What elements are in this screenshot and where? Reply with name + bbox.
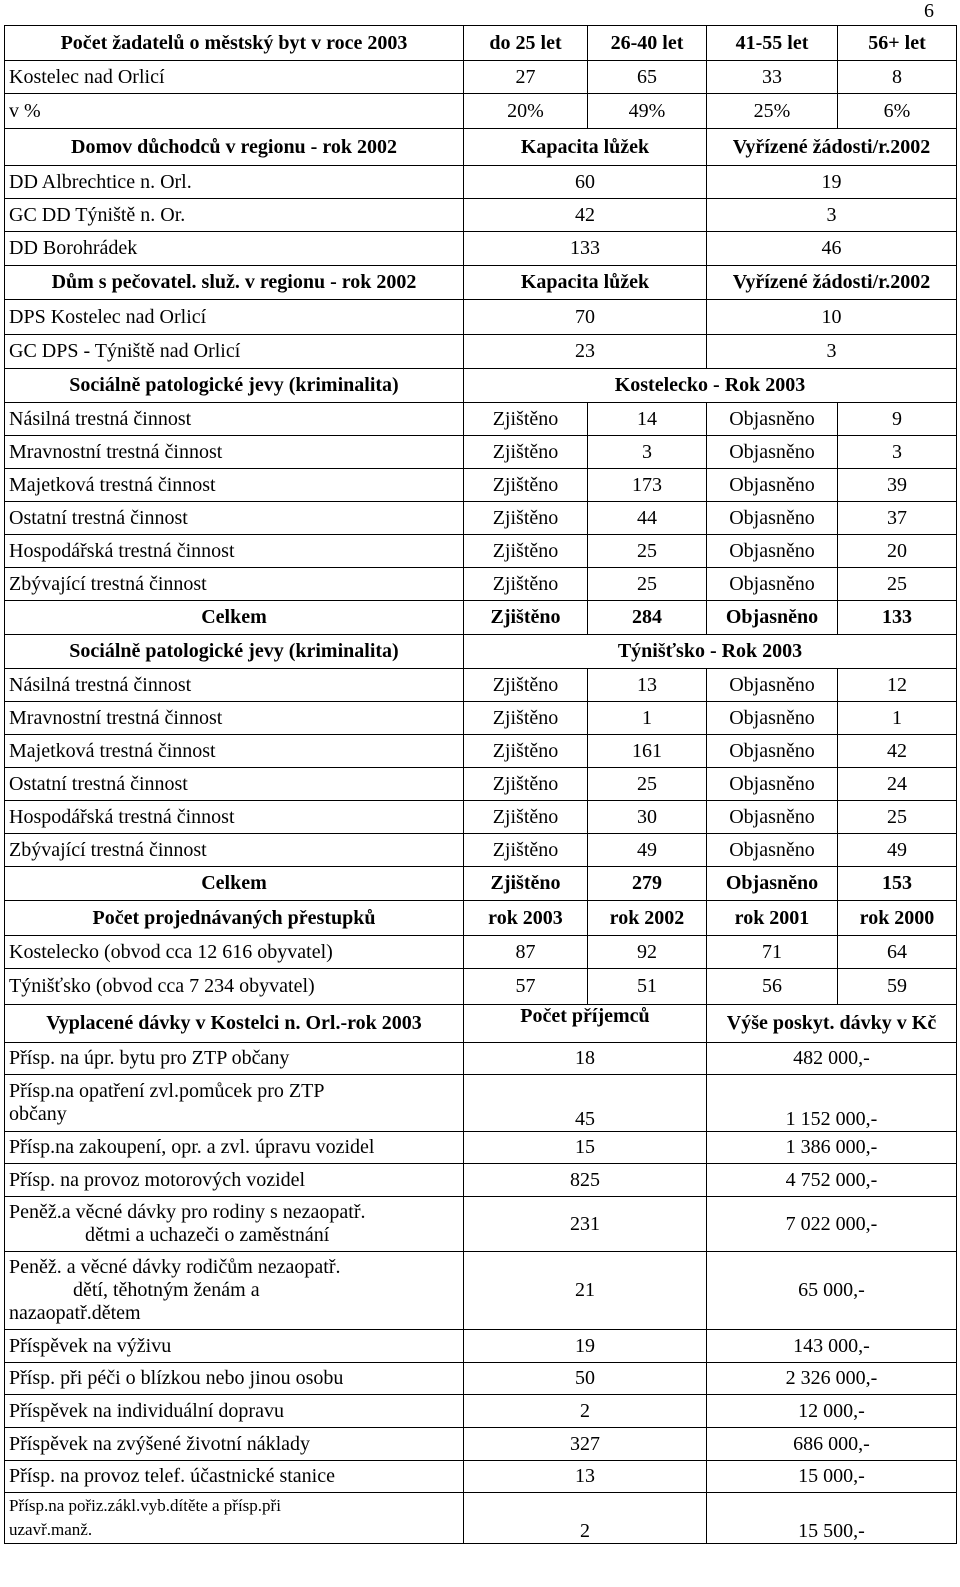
- table-cell: Zjištěno: [464, 768, 588, 801]
- table-cell: 13: [588, 669, 707, 702]
- table-cell: 25: [838, 801, 957, 834]
- benefit-count: 13: [464, 1461, 707, 1493]
- table-cell: Zjištěno: [464, 834, 588, 867]
- statistics-table-body: [5, 26, 957, 1544]
- cell-text-line: občany: [9, 1103, 67, 1125]
- benefit-label: [5, 1330, 464, 1363]
- cell-text-line: Peněž. a věcné dávky rodičům nezaopatř.: [9, 1256, 341, 1278]
- table-row: [5, 568, 957, 601]
- table-cell: 33: [707, 61, 838, 94]
- total-cell: 153: [838, 867, 957, 901]
- cell-text-line: Příspěvek na individuální dopravu: [9, 1399, 284, 1422]
- benefit-count: 327: [464, 1428, 707, 1461]
- table-cell: 60: [464, 166, 707, 199]
- table-cell: 30: [588, 801, 707, 834]
- benefit-label: [5, 1197, 464, 1252]
- table-row: [5, 94, 957, 129]
- column-header: Počet žadatelů o městský byt v roce 2003: [5, 26, 464, 61]
- table-cell: 25%: [707, 94, 838, 129]
- benefit-label: [5, 1428, 464, 1461]
- column-header: Kapacita lůžek: [464, 266, 707, 300]
- table-cell: GC DD Týniště n. Or.: [5, 199, 464, 232]
- benefit-label: [5, 1132, 464, 1164]
- table-row: [5, 199, 957, 232]
- total-row: [5, 867, 957, 901]
- cell-text-line: Přísp. při péči o blízkou nebo jinou osobu: [9, 1367, 344, 1389]
- table-row: [5, 1330, 957, 1363]
- table-row: [5, 1461, 957, 1493]
- table-cell: 9: [838, 403, 957, 436]
- table-cell: 37: [838, 502, 957, 535]
- table-row: [5, 300, 957, 335]
- table-cell: Objasněno: [707, 436, 838, 469]
- table-cell: Zjištěno: [464, 502, 588, 535]
- table-row: [5, 936, 957, 969]
- table-cell: 3: [588, 436, 707, 469]
- total-cell: 133: [838, 601, 957, 635]
- table-cell: 173: [588, 469, 707, 502]
- table-row: [5, 702, 957, 735]
- benefit-count: 50: [464, 1363, 707, 1395]
- table-cell: 49: [838, 834, 957, 867]
- table-cell: 24: [838, 768, 957, 801]
- table-cell: 23: [464, 335, 707, 369]
- table-cell: Zjištěno: [464, 403, 588, 436]
- benefit-amount: 482 000,-: [707, 1043, 957, 1075]
- table-cell: Kostelec nad Orlicí: [5, 61, 464, 94]
- table-row: [5, 735, 957, 768]
- benefit-label: [5, 1043, 464, 1075]
- column-header: 26-40 let: [588, 26, 707, 61]
- column-header: 41-55 let: [707, 26, 838, 61]
- table-cell: DD Borohrádek: [5, 232, 464, 266]
- table-cell: Hospodářská trestná činnost: [5, 801, 464, 834]
- table-cell: 27: [464, 61, 588, 94]
- section-header-row: [5, 26, 957, 61]
- column-header: rok 2000: [838, 901, 957, 936]
- table-cell: 42: [838, 735, 957, 768]
- table-cell: 6%: [838, 94, 957, 129]
- benefit-amount: 143 000,-: [707, 1330, 957, 1363]
- table-row: [5, 1043, 957, 1075]
- table-cell: Násilná trestná činnost: [5, 669, 464, 702]
- table-cell: 10: [707, 300, 957, 335]
- total-cell: Objasněno: [707, 867, 838, 901]
- table-row: [5, 1197, 957, 1252]
- table-row: [5, 669, 957, 702]
- benefit-amount: 15 000,-: [707, 1461, 957, 1493]
- table-row: [5, 1428, 957, 1461]
- table-cell: Mravnostní trestná činnost: [5, 702, 464, 735]
- table-cell: 1: [838, 702, 957, 735]
- cell-text-line: Přísp. na úpr. bytu pro ZTP občany: [9, 1047, 290, 1069]
- benefit-label: [5, 1075, 464, 1132]
- table-cell: 12: [838, 669, 957, 702]
- column-header: rok 2001: [707, 901, 838, 936]
- table-cell: Objasněno: [707, 502, 838, 535]
- table-cell: Majetková trestná činnost: [5, 735, 464, 768]
- table-cell: 46: [707, 232, 957, 266]
- table-row: [5, 166, 957, 199]
- table-cell: Objasněno: [707, 669, 838, 702]
- column-header: Počet příjemců: [464, 1005, 707, 1043]
- table-cell: 14: [588, 403, 707, 436]
- table-row: [5, 502, 957, 535]
- section-header-row: [5, 266, 957, 300]
- table-cell: Majetková trestná činnost: [5, 469, 464, 502]
- table-row: [5, 801, 957, 834]
- cell-text-line: Přísp.na pořiz.zákl.vyb.dítěte a přísp.při: [9, 1496, 281, 1515]
- benefit-amount: 2 326 000,-: [707, 1363, 957, 1395]
- total-cell: Zjištěno: [464, 601, 588, 635]
- total-row: [5, 601, 957, 635]
- section-title: Dům s pečovatel. služ. v regionu - rok 2002: [5, 266, 464, 300]
- table-cell: 25: [838, 568, 957, 601]
- benefit-count: 18: [464, 1043, 707, 1075]
- table-row: [5, 1132, 957, 1164]
- table-cell: Ostatní trestná činnost: [5, 768, 464, 801]
- table-cell: DPS Kostelec nad Orlicí: [5, 300, 464, 335]
- table-cell: 51: [588, 969, 707, 1005]
- table-cell: Zjištěno: [464, 568, 588, 601]
- table-cell: Objasněno: [707, 535, 838, 568]
- table-row: [5, 768, 957, 801]
- table-cell: Mravnostní trestná činnost: [5, 436, 464, 469]
- table-row: [5, 1075, 957, 1132]
- benefit-label: [5, 1363, 464, 1395]
- cell-text-line: Příspěvek na zvýšené životní náklady: [9, 1432, 311, 1455]
- benefit-count: 231: [464, 1197, 707, 1252]
- table-row: [5, 1363, 957, 1395]
- cell-text-line: dětmi a uchazeči o zaměstnání: [85, 1224, 330, 1246]
- table-cell: Objasněno: [707, 801, 838, 834]
- cell-text-line: uzavř.manž.: [9, 1520, 93, 1539]
- table-cell: DD Albrechtice n. Orl.: [5, 166, 464, 199]
- table-cell: 42: [464, 199, 707, 232]
- benefit-amount: 1 152 000,-: [707, 1075, 957, 1132]
- table-cell: 71: [707, 936, 838, 969]
- table-cell: Ostatní trestná činnost: [5, 502, 464, 535]
- table-cell: Zjištěno: [464, 469, 588, 502]
- table-cell: 8: [838, 61, 957, 94]
- table-cell: 49%: [588, 94, 707, 129]
- benefit-count: 45: [464, 1075, 707, 1132]
- benefit-amount: 686 000,-: [707, 1428, 957, 1461]
- benefit-label: [5, 1493, 464, 1544]
- total-cell: Celkem: [5, 601, 464, 635]
- column-header: Vyřízené žádosti/r.2002: [707, 266, 957, 300]
- table-row: [5, 469, 957, 502]
- cell-text-line: nazaopatř.dětem: [9, 1302, 141, 1324]
- benefit-label: [5, 1164, 464, 1197]
- benefit-amount: 15 500,-: [707, 1493, 957, 1544]
- table-cell: Zjištěno: [464, 735, 588, 768]
- table-row: [5, 1252, 957, 1330]
- table-cell: 49: [588, 834, 707, 867]
- table-row: [5, 535, 957, 568]
- table-cell: 3: [838, 436, 957, 469]
- section-header-row: [5, 369, 957, 403]
- table-cell: 25: [588, 535, 707, 568]
- column-header: Kapacita lůžek: [464, 129, 707, 166]
- table-cell: 3: [707, 335, 957, 369]
- table-cell: 25: [588, 768, 707, 801]
- cell-text-line: Přísp. na provoz motorových vozidel: [9, 1168, 306, 1191]
- table-cell: 56: [707, 969, 838, 1005]
- table-row: [5, 1493, 957, 1544]
- table-cell: Zjištěno: [464, 801, 588, 834]
- table-cell: Týnišťsko (obvod cca 7 234 obyvatel): [5, 969, 464, 1005]
- column-header: do 25 let: [464, 26, 588, 61]
- table-cell: v %: [5, 94, 464, 129]
- table-cell: GC DPS - Týniště nad Orlicí: [5, 335, 464, 369]
- table-cell: Zjištěno: [464, 436, 588, 469]
- cell-text-line: Přísp.na zakoupení, opr. a zvl. úpravu vozidel: [9, 1136, 375, 1158]
- section-title: Sociálně patologické jevy (kriminalita): [5, 635, 464, 669]
- table-cell: Objasněno: [707, 768, 838, 801]
- table-row: [5, 436, 957, 469]
- benefit-amount: 7 022 000,-: [707, 1197, 957, 1252]
- benefit-count: 21: [464, 1252, 707, 1330]
- benefit-label: [5, 1461, 464, 1493]
- table-cell: 70: [464, 300, 707, 335]
- table-cell: Objasněno: [707, 568, 838, 601]
- table-row: [5, 232, 957, 266]
- section-header-row: [5, 129, 957, 166]
- column-header: Výše poskyt. dávky v Kč: [707, 1005, 957, 1043]
- table-cell: 20: [838, 535, 957, 568]
- section-header-row: [5, 635, 957, 669]
- benefit-amount: 65 000,-: [707, 1252, 957, 1330]
- total-cell: Zjištěno: [464, 867, 588, 901]
- table-cell: 39: [838, 469, 957, 502]
- table-cell: Zjištěno: [464, 535, 588, 568]
- table-cell: 20%: [464, 94, 588, 129]
- column-header: rok 2002: [588, 901, 707, 936]
- section-subtitle: Týnišťsko - Rok 2003: [464, 635, 957, 669]
- benefit-amount: 1 386 000,-: [707, 1132, 957, 1164]
- page-number: 6: [924, 0, 934, 22]
- total-cell: 279: [588, 867, 707, 901]
- cell-text-line: Přísp. na provoz telef. účastnické stanice: [9, 1465, 335, 1487]
- table-cell: 57: [464, 969, 588, 1005]
- benefit-amount: 4 752 000,-: [707, 1164, 957, 1197]
- table-row: [5, 1395, 957, 1428]
- table-cell: 3: [707, 199, 957, 232]
- table-cell: 25: [588, 568, 707, 601]
- section-subtitle: Kostelecko - Rok 2003: [464, 369, 957, 403]
- section-header-row: [5, 901, 957, 936]
- benefit-count: 2: [464, 1493, 707, 1544]
- section-title: Vyplacené dávky v Kostelci n. Orl.-rok 2003: [5, 1005, 464, 1043]
- total-cell: 284: [588, 601, 707, 635]
- table-cell: Násilná trestná činnost: [5, 403, 464, 436]
- table-cell: Objasněno: [707, 702, 838, 735]
- total-cell: Celkem: [5, 867, 464, 901]
- column-header: Počet projednávaných přestupků: [5, 901, 464, 936]
- table-cell: 1: [588, 702, 707, 735]
- table-cell: Objasněno: [707, 469, 838, 502]
- statistics-table: [4, 25, 957, 1544]
- table-cell: Zbývající trestná činnost: [5, 568, 464, 601]
- table-cell: 64: [838, 936, 957, 969]
- column-header: Vyřízené žádosti/r.2002: [707, 129, 957, 166]
- table-cell: 92: [588, 936, 707, 969]
- column-header: rok 2003: [464, 901, 588, 936]
- benefit-count: 19: [464, 1330, 707, 1363]
- cell-text-line: Příspěvek na výživu: [9, 1334, 172, 1357]
- table-cell: Zjištěno: [464, 669, 588, 702]
- table-cell: Zjištěno: [464, 702, 588, 735]
- table-cell: 59: [838, 969, 957, 1005]
- table-cell: Objasněno: [707, 834, 838, 867]
- table-row: [5, 969, 957, 1005]
- table-cell: 44: [588, 502, 707, 535]
- table-row: [5, 1164, 957, 1197]
- benefit-count: 2: [464, 1395, 707, 1428]
- total-cell: Objasněno: [707, 601, 838, 635]
- table-row: [5, 61, 957, 94]
- table-cell: 87: [464, 936, 588, 969]
- cell-text-line: dětí, těhotným ženám a: [73, 1279, 260, 1301]
- table-cell: Objasněno: [707, 735, 838, 768]
- benefit-amount: 12 000,-: [707, 1395, 957, 1428]
- benefit-label: [5, 1395, 464, 1428]
- benefit-label: [5, 1252, 464, 1330]
- cell-text-line: Peněž.a věcné dávky pro rodiny s nezaopatř.: [9, 1201, 366, 1223]
- table-cell: 65: [588, 61, 707, 94]
- table-cell: Hospodářská trestná činnost: [5, 535, 464, 568]
- table-cell: 133: [464, 232, 707, 266]
- section-header-row: [5, 1005, 957, 1043]
- column-header: 56+ let: [838, 26, 957, 61]
- table-cell: 161: [588, 735, 707, 768]
- table-cell: Kostelecko (obvod cca 12 616 obyvatel): [5, 936, 464, 969]
- benefit-count: 15: [464, 1132, 707, 1164]
- table-row: [5, 834, 957, 867]
- section-title: Domov důchodců v regionu - rok 2002: [5, 129, 464, 166]
- table-row: [5, 403, 957, 436]
- table-row: [5, 335, 957, 369]
- table-cell: Objasněno: [707, 403, 838, 436]
- section-title: Sociálně patologické jevy (kriminalita): [5, 369, 464, 403]
- table-cell: Zbývající trestná činnost: [5, 834, 464, 867]
- benefit-count: 825: [464, 1164, 707, 1197]
- cell-text-line: Přísp.na opatření zvl.pomůcek pro ZTP: [9, 1080, 325, 1102]
- table-cell: 19: [707, 166, 957, 199]
